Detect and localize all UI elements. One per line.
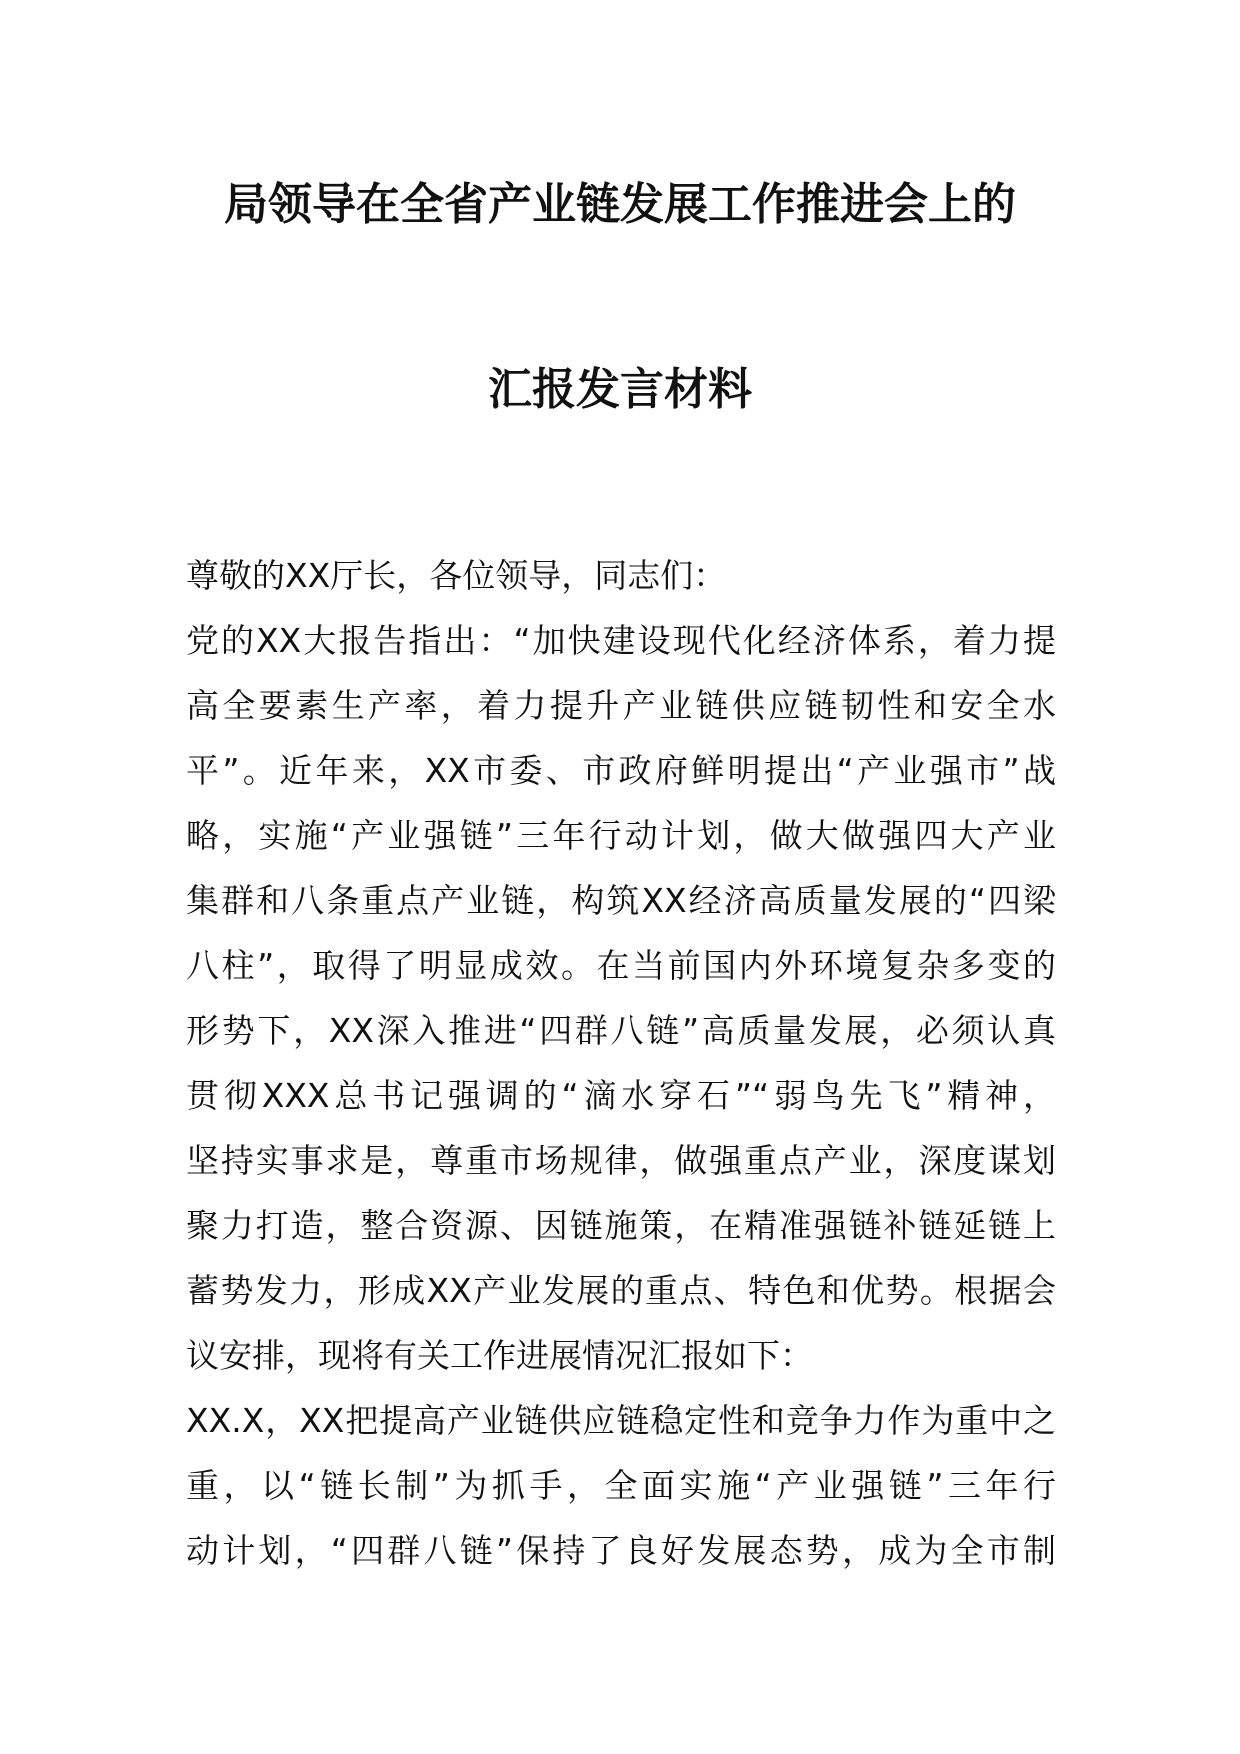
body-line: XX.X，XX把提高产业链供应链稳定性和竞争力作为重中之 (186, 1401, 1056, 1440)
body-line: 议安排，现将有关工作进展情况汇报如下： (186, 1336, 813, 1375)
body-line: 平”。近年来，XX市委、市政府鲜明提出“产业强市”战 (186, 751, 1056, 790)
salutation-line: 尊敬的XX厅长，各位领导，同志们： (186, 556, 727, 595)
document-title-line-2: 汇报发言材料 (488, 364, 752, 415)
body-line: 聚力打造，整合资源、因链施策，在精准强链补链延链上 (186, 1206, 1056, 1245)
body-line: 蓄势发力，形成XX产业发展的重点、特色和优势。根据会 (186, 1271, 1056, 1310)
body-line: 形势下，XX深入推进“四群八链”高质量发展，必须认真 (186, 1011, 1056, 1050)
body-line: 八柱”，取得了明显成效。在当前国内外环境复杂多变的 (186, 946, 1056, 985)
body-line: 动计划，“四群八链”保持了良好发展态势，成为全市制 (186, 1531, 1056, 1570)
body-line: 集群和八条重点产业链，构筑XX经济高质量发展的“四梁 (186, 881, 1056, 920)
body-line: 重，以“链长制”为抓手，全面实施“产业强链”三年行 (186, 1466, 1056, 1505)
document-title-line-1: 局领导在全省产业链发展工作推进会上的 (224, 179, 1016, 230)
body-line: 高全要素生产率，着力提升产业链供应链韧性和安全水 (186, 686, 1056, 725)
body-line: 贯彻XXX总书记强调的“滴水穿石”“弱鸟先飞”精神， (186, 1076, 1056, 1115)
body-line: 党的XX大报告指出：“加快建设现代化经济体系，着力提 (186, 621, 1056, 660)
body-line: 坚持实事求是，尊重市场规律，做强重点产业，深度谋划 (186, 1141, 1056, 1180)
body-line: 略，实施“产业强链”三年行动计划，做大做强四大产业 (186, 816, 1056, 855)
document-body (186, 543, 1056, 1583)
